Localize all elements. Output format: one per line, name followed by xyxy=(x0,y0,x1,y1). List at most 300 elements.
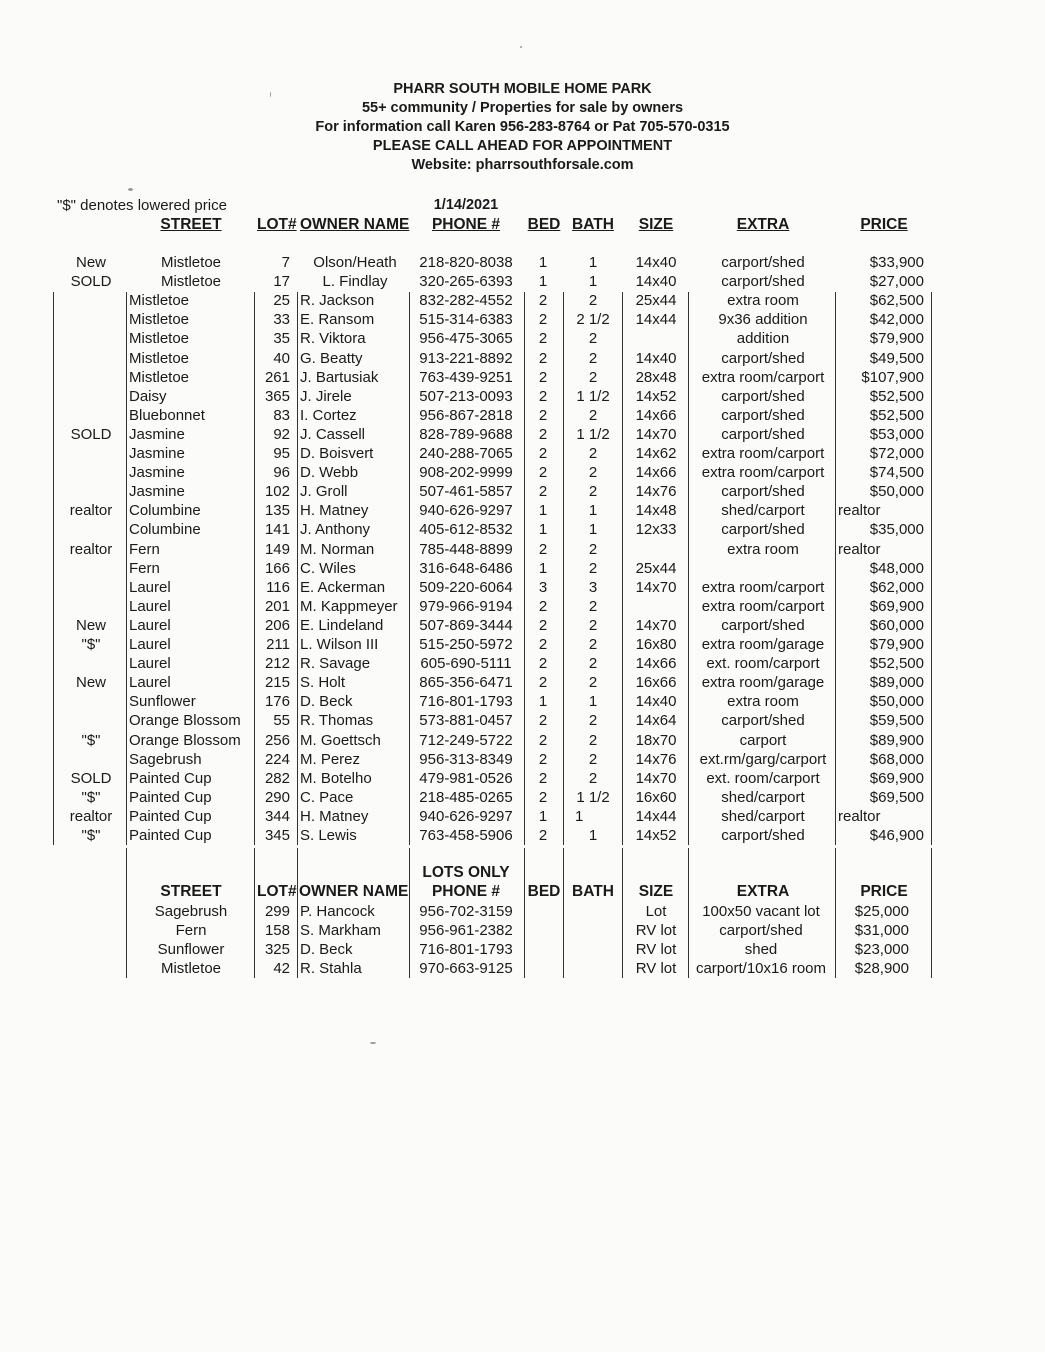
cell-extra: carport/shed xyxy=(721,387,805,405)
cell-phone: 865-356-6471 xyxy=(419,674,513,692)
cell-bath: 1 xyxy=(588,502,598,520)
lot-cell-street: Fern xyxy=(175,922,207,940)
cell-extra: extra room/carport xyxy=(701,445,825,462)
cell-phone: 320-265-6393 xyxy=(419,273,513,291)
cell-extra: 9x36 addition xyxy=(718,311,808,329)
cell-owner: D. Webb xyxy=(300,464,359,482)
cell-phone: 763-458-5906 xyxy=(419,827,513,844)
cell-bed: 2 xyxy=(538,827,548,844)
cell-lot: 17 xyxy=(273,273,290,291)
cell-price: $69,900 xyxy=(869,769,924,787)
cell-size: 12x33 xyxy=(635,521,677,539)
cell-phone: 240-288-7065 xyxy=(419,445,513,462)
cell-price: realtor xyxy=(838,807,881,825)
cell-owner: I. Cortez xyxy=(300,406,357,424)
cell-phone: 479-981-0526 xyxy=(419,769,513,787)
cell-street: Mistletoe xyxy=(160,273,222,291)
cell-price: $50,000 xyxy=(869,693,924,711)
cell-owner: R. Jackson xyxy=(300,292,375,310)
cell-size: 14x48 xyxy=(635,502,677,520)
cell-size: 14x40 xyxy=(635,273,677,291)
lot-cell-extra: 100x50 vacant lot xyxy=(702,903,820,920)
cell-phone: 785-448-8899 xyxy=(419,540,513,558)
cell-lot: 206 xyxy=(264,616,290,634)
cell-size: 14x66 xyxy=(635,464,677,482)
cell-extra: shed/carport xyxy=(721,807,805,825)
lot-cell-phone: 716-801-1793 xyxy=(419,941,513,959)
cell-extra: carport/shed xyxy=(721,712,805,730)
cell-owner: D. Boisvert xyxy=(300,445,374,462)
cell-owner: D. Beck xyxy=(300,693,353,711)
cell-extra: carport/shed xyxy=(721,425,805,443)
col-size: SIZE xyxy=(638,216,674,233)
cell-lot: 345 xyxy=(264,827,290,844)
column-divider xyxy=(254,848,255,978)
cell-bath: 2 xyxy=(588,349,598,367)
cell-phone: 712-249-5722 xyxy=(419,731,513,749)
cell-lot: 215 xyxy=(264,674,290,692)
column-divider xyxy=(409,848,410,978)
cell-owner: E. Ackerman xyxy=(300,578,386,596)
cell-status: realtor xyxy=(69,502,113,520)
cell-owner: J. Jirele xyxy=(300,387,352,405)
cell-owner: R. Viktora xyxy=(300,330,366,348)
cell-price: realtor xyxy=(838,540,881,558)
cell-bed: 2 xyxy=(538,674,548,692)
cell-bath: 2 xyxy=(588,330,598,348)
cell-price: $48,000 xyxy=(869,559,924,577)
cell-lot: 33 xyxy=(273,311,290,329)
cell-bath: 2 xyxy=(588,731,598,749)
cell-street: Laurel xyxy=(129,597,171,615)
lots-col-owner: OWNER NAME xyxy=(299,883,409,900)
cell-lot: 102 xyxy=(264,483,290,501)
cell-bath: 1 xyxy=(588,521,598,539)
cell-extra: ext. room/carport xyxy=(706,769,820,787)
lots-only-title: LOTS ONLY xyxy=(422,864,510,881)
cell-lot: 149 xyxy=(264,540,290,558)
cell-size: 28x48 xyxy=(635,368,677,386)
cell-status: realtor xyxy=(69,540,113,558)
cell-phone: 573-881-0457 xyxy=(419,712,513,730)
cell-size: 14x44 xyxy=(635,807,677,825)
cell-size: 16x60 xyxy=(635,788,677,806)
cell-bed: 2 xyxy=(538,445,548,462)
cell-extra: carport/shed xyxy=(721,616,805,634)
cell-bath: 1 1/2 xyxy=(576,788,610,806)
cell-bed: 2 xyxy=(538,387,548,405)
cell-owner: L. Findlay xyxy=(322,273,388,291)
cell-street: Daisy xyxy=(129,387,167,405)
cell-bath: 1 xyxy=(588,693,598,711)
column-divider xyxy=(297,848,298,978)
cell-street: Laurel xyxy=(129,636,171,653)
lot-cell-owner: P. Hancock xyxy=(300,903,375,920)
cell-bed: 1 xyxy=(538,254,548,271)
cell-phone: 956-867-2818 xyxy=(419,406,513,424)
cell-bed: 3 xyxy=(538,578,548,596)
cell-price: $69,900 xyxy=(869,597,924,615)
cell-bed: 2 xyxy=(538,349,548,367)
lot-cell-street: Sagebrush xyxy=(154,903,228,920)
cell-phone: 507-213-0093 xyxy=(419,387,513,405)
cell-owner: R. Savage xyxy=(300,655,371,673)
cell-size: 25x44 xyxy=(635,559,677,577)
col-price: PRICE xyxy=(860,216,908,233)
lot-cell-phone: 956-702-3159 xyxy=(419,903,513,920)
cell-size: 14x52 xyxy=(635,827,677,844)
col-lot: LOT# xyxy=(257,216,297,233)
cell-phone: 828-789-9688 xyxy=(419,425,513,443)
cell-size: 14x62 xyxy=(635,445,677,462)
cell-owner: M. Goettsch xyxy=(300,731,381,749)
cell-phone: 979-966-9194 xyxy=(419,597,513,615)
cell-status: "$" xyxy=(81,731,101,749)
cell-lot: 25 xyxy=(273,292,290,310)
cell-price: $72,000 xyxy=(869,445,924,462)
cell-bed: 1 xyxy=(538,559,548,577)
cell-extra: addition xyxy=(736,330,790,348)
lot-cell-size: RV lot xyxy=(635,922,677,940)
lot-cell-price: $28,900 xyxy=(854,960,909,978)
cell-street: Bluebonnet xyxy=(129,406,205,424)
cell-size: 14x40 xyxy=(635,254,677,271)
column-divider xyxy=(126,292,127,845)
cell-street: Columbine xyxy=(129,502,201,520)
cell-street: Fern xyxy=(129,540,160,558)
column-divider xyxy=(835,292,836,845)
column-divider xyxy=(688,292,689,845)
cell-lot: 261 xyxy=(264,368,290,386)
cell-bath: 1 1/2 xyxy=(576,387,610,405)
cell-phone: 515-314-6383 xyxy=(419,311,513,329)
cell-bath: 2 xyxy=(588,540,598,558)
cell-status: SOLD xyxy=(70,273,112,291)
cell-owner: C. Wiles xyxy=(300,559,356,577)
cell-price: $49,500 xyxy=(869,349,924,367)
cell-lot: 116 xyxy=(266,578,290,596)
cell-street: Mistletoe xyxy=(129,292,190,310)
cell-price: $89,900 xyxy=(869,731,924,749)
cell-status: SOLD xyxy=(70,425,112,443)
cell-street: Sunflower xyxy=(129,693,196,711)
cell-bed: 2 xyxy=(538,616,548,634)
lot-cell-extra: carport/shed xyxy=(719,922,803,940)
cell-size: 16x66 xyxy=(635,674,677,692)
cell-bath: 2 xyxy=(588,368,598,386)
cell-price: $74,500 xyxy=(869,464,924,482)
cell-bed: 2 xyxy=(538,368,548,386)
cell-bath: 2 xyxy=(588,655,598,673)
cell-street: Sagebrush xyxy=(129,750,202,768)
cell-street: Jasmine xyxy=(129,425,185,443)
cell-size: 14x70 xyxy=(635,616,677,634)
lot-cell-extra: carport/10x16 room xyxy=(695,960,827,978)
cell-lot: 135 xyxy=(264,502,290,520)
cell-extra: extra room xyxy=(727,292,799,310)
cell-bed: 2 xyxy=(538,406,548,424)
cell-price: $107,900 xyxy=(861,368,924,386)
cell-price: $62,500 xyxy=(869,292,924,310)
cell-street: Mistletoe xyxy=(129,311,190,329)
cell-extra: carport/shed xyxy=(721,349,805,367)
cell-extra: shed/carport xyxy=(721,788,805,806)
cell-lot: 166 xyxy=(264,559,290,577)
cell-extra: extra room/carport xyxy=(701,597,825,615)
cell-price: $35,000 xyxy=(869,521,924,539)
cell-bed: 2 xyxy=(538,769,548,787)
cell-phone: 509-220-6064 xyxy=(419,578,513,596)
cell-owner: J. Cassell xyxy=(300,425,366,443)
cell-size: 14x66 xyxy=(635,655,677,673)
cell-bath: 2 xyxy=(588,559,598,577)
cell-price: $60,000 xyxy=(869,616,924,634)
cell-phone: 605-690-5111 xyxy=(420,655,512,673)
col-bed: BED xyxy=(527,216,561,233)
cell-extra: extra room/carport xyxy=(701,464,825,482)
cell-lot: 95 xyxy=(273,445,290,462)
column-divider xyxy=(53,292,54,845)
lots-col-bath: BATH xyxy=(572,883,614,900)
cell-extra: extra room xyxy=(727,540,799,558)
cell-phone: 763-439-9251 xyxy=(419,368,513,386)
cell-bath: 2 xyxy=(588,712,598,730)
cell-bed: 2 xyxy=(538,750,548,768)
cell-bath: 2 xyxy=(588,483,598,501)
cell-status: "$" xyxy=(81,636,101,653)
cell-owner: M. Perez xyxy=(300,750,361,768)
cell-size: 14x40 xyxy=(635,693,677,711)
cell-lot: 35 xyxy=(273,330,290,348)
cell-bath: 2 xyxy=(588,769,598,787)
cell-extra: extra room/garage xyxy=(701,674,825,692)
cell-extra: carport/shed xyxy=(721,273,805,291)
cell-status: New xyxy=(75,674,107,692)
cell-owner: M. Kappmeyer xyxy=(300,597,398,615)
lot-cell-owner: R. Stahla xyxy=(300,960,362,978)
cell-lot: 344 xyxy=(264,807,290,825)
cell-price: $79,900 xyxy=(869,636,924,653)
lot-cell-size: Lot xyxy=(645,903,667,920)
column-divider xyxy=(563,848,564,978)
cell-owner: J. Groll xyxy=(300,483,348,501)
cell-bed: 2 xyxy=(538,712,548,730)
col-street: STREET xyxy=(160,216,222,233)
cell-bed: 2 xyxy=(538,540,548,558)
col-extra: EXTRA xyxy=(736,216,790,233)
column-divider xyxy=(254,292,255,845)
cell-bed: 2 xyxy=(538,731,548,749)
cell-lot: 256 xyxy=(264,731,290,749)
lot-cell-lot: 325 xyxy=(264,941,290,959)
cell-owner: J. Anthony xyxy=(300,521,371,539)
column-divider xyxy=(835,848,836,978)
cell-bath: 2 xyxy=(588,636,598,653)
col-bath: BATH xyxy=(572,216,614,233)
cell-extra: carport/shed xyxy=(721,521,805,539)
cell-lot: 55 xyxy=(273,712,290,730)
cell-bed: 2 xyxy=(538,464,548,482)
cell-extra: carport xyxy=(739,731,787,749)
cell-owner: J. Bartusiak xyxy=(300,368,379,386)
cell-size: 14x44 xyxy=(635,311,677,329)
list-date: 1/14/2021 xyxy=(433,197,499,213)
cell-lot: 141 xyxy=(264,521,290,539)
column-divider xyxy=(931,848,932,978)
cell-lot: 365 xyxy=(264,387,290,405)
cell-street: Mistletoe xyxy=(129,368,190,386)
column-divider xyxy=(622,292,623,845)
cell-street: Orange Blossom xyxy=(129,712,241,730)
cell-extra: extra room xyxy=(727,693,799,711)
cell-bath: 2 xyxy=(588,464,598,482)
cell-status: realtor xyxy=(69,807,113,825)
cell-phone: 956-475-3065 xyxy=(419,330,513,348)
cell-bed: 1 xyxy=(538,521,548,539)
cell-lot: 92 xyxy=(273,425,290,443)
cell-bath: 2 xyxy=(588,674,598,692)
lot-cell-size: RV lot xyxy=(635,960,677,978)
cell-street: Painted Cup xyxy=(129,769,212,787)
cell-price: $59,500 xyxy=(869,712,924,730)
cell-street: Jasmine xyxy=(129,464,185,482)
cell-price: $68,000 xyxy=(869,750,924,768)
cell-size: 14x70 xyxy=(635,578,677,596)
cell-extra: extra room/carport xyxy=(701,578,825,596)
cell-lot: 40 xyxy=(273,349,290,367)
cell-size: 14x52 xyxy=(635,387,677,405)
cell-bath: 1 xyxy=(575,807,584,825)
website: Website: pharrsouthforsale.com xyxy=(411,157,634,173)
cell-size: 14x70 xyxy=(635,425,677,443)
cell-bed: 2 xyxy=(538,788,548,806)
cell-phone: 218-820-8038 xyxy=(419,254,513,271)
price-legend-note: "$" denotes lowered price xyxy=(57,197,227,214)
cell-street: Laurel xyxy=(129,616,171,634)
cell-owner: E. Lindeland xyxy=(300,616,384,634)
col-owner: OWNER NAME xyxy=(300,216,410,233)
cell-bath: 2 xyxy=(588,406,598,424)
cell-street: Orange Blossom xyxy=(129,731,241,749)
cell-bed: 2 xyxy=(538,636,548,653)
cell-bed: 2 xyxy=(538,425,548,443)
cell-extra: ext. room/carport xyxy=(706,655,820,673)
cell-status: New xyxy=(75,254,107,271)
lots-col-bed: BED xyxy=(527,883,561,900)
cell-street: Mistletoe xyxy=(129,349,190,367)
cell-owner: G. Beatty xyxy=(300,349,363,367)
cell-lot: 7 xyxy=(281,254,290,271)
cell-owner: H. Matney xyxy=(300,807,369,825)
cell-bath: 2 xyxy=(588,750,598,768)
cell-size: 18x70 xyxy=(635,731,677,749)
cell-bed: 1 xyxy=(538,502,548,520)
cell-lot: 224 xyxy=(264,750,290,768)
lot-cell-price: $31,000 xyxy=(854,922,909,940)
cell-lot: 176 xyxy=(264,693,290,711)
lot-cell-price: $23,000 xyxy=(854,941,909,959)
cell-phone: 507-461-5857 xyxy=(419,483,513,501)
cell-lot: 96 xyxy=(273,464,290,482)
cell-street: Columbine xyxy=(129,521,201,539)
cell-bath: 1 xyxy=(588,827,598,844)
cell-bed: 2 xyxy=(538,311,548,329)
cell-phone: 940-626-9297 xyxy=(419,502,513,520)
cell-phone: 940-626-9297 xyxy=(419,807,513,825)
cell-phone: 716-801-1793 xyxy=(419,693,513,711)
lot-cell-owner: D. Beck xyxy=(300,941,353,959)
cell-size: 14x70 xyxy=(635,769,677,787)
cell-owner: R. Thomas xyxy=(300,712,374,730)
cell-lot: 290 xyxy=(264,788,290,806)
scan-speck xyxy=(370,1042,376,1044)
cell-owner: E. Ransom xyxy=(300,311,375,329)
cell-street: Mistletoe xyxy=(129,330,190,348)
cell-phone: 913-221-8892 xyxy=(419,349,513,367)
cell-owner: M. Norman xyxy=(300,540,375,558)
lot-cell-street: Mistletoe xyxy=(160,960,222,978)
cell-price: $42,000 xyxy=(869,311,924,329)
lots-col-extra: EXTRA xyxy=(736,883,790,900)
lots-col-lot: LOT# xyxy=(257,883,297,900)
cell-extra: extra room/carport xyxy=(701,368,825,386)
cell-price: $89,000 xyxy=(869,674,924,692)
column-divider xyxy=(409,292,410,845)
cell-lot: 201 xyxy=(264,597,290,615)
cell-lot: 211 xyxy=(266,636,290,653)
cell-bed: 2 xyxy=(538,483,548,501)
cell-status: New xyxy=(75,616,107,634)
cell-size: 14x64 xyxy=(635,712,677,730)
cell-status: "$" xyxy=(81,827,101,844)
appointment-notice: PLEASE CALL AHEAD FOR APPOINTMENT xyxy=(372,138,673,154)
cell-price: $69,500 xyxy=(869,788,924,806)
cell-extra: carport/shed xyxy=(721,483,805,501)
cell-phone: 956-313-8349 xyxy=(419,750,513,768)
cell-street: Painted Cup xyxy=(129,788,212,806)
lots-col-phone: PHONE # xyxy=(431,883,501,900)
column-divider xyxy=(524,848,525,978)
cell-price: $52,500 xyxy=(869,406,924,424)
lot-cell-lot: 42 xyxy=(273,960,290,978)
column-divider xyxy=(931,292,932,845)
cell-price: $27,000 xyxy=(869,273,924,291)
cell-price: $46,900 xyxy=(869,827,924,844)
cell-bath: 2 1/2 xyxy=(576,311,610,329)
cell-owner: C. Pace xyxy=(300,788,354,806)
cell-extra: ext.rm/garg/carport xyxy=(699,750,827,768)
scan-speck xyxy=(128,188,133,191)
cell-owner: S. Holt xyxy=(300,674,346,692)
cell-size: 14x76 xyxy=(635,483,677,501)
scan-speck xyxy=(520,46,522,48)
cell-phone: 218-485-0265 xyxy=(419,788,513,806)
cell-size: 14x40 xyxy=(635,349,677,367)
cell-extra: shed/carport xyxy=(721,502,805,520)
cell-street: Laurel xyxy=(129,578,171,596)
cell-bath: 1 xyxy=(588,273,598,291)
community-subtitle: 55+ community / Properties for sale by owners xyxy=(361,100,684,116)
cell-status: "$" xyxy=(81,788,101,806)
cell-street: Jasmine xyxy=(129,483,185,501)
cell-bath: 2 xyxy=(588,616,598,634)
cell-phone: 316-648-6486 xyxy=(419,559,513,577)
cell-phone: 507-869-3444 xyxy=(419,616,513,634)
cell-price: $62,000 xyxy=(869,578,924,596)
cell-size: 16x80 xyxy=(635,636,677,653)
lot-cell-lot: 158 xyxy=(264,922,290,940)
cell-bath: 1 xyxy=(588,254,598,271)
